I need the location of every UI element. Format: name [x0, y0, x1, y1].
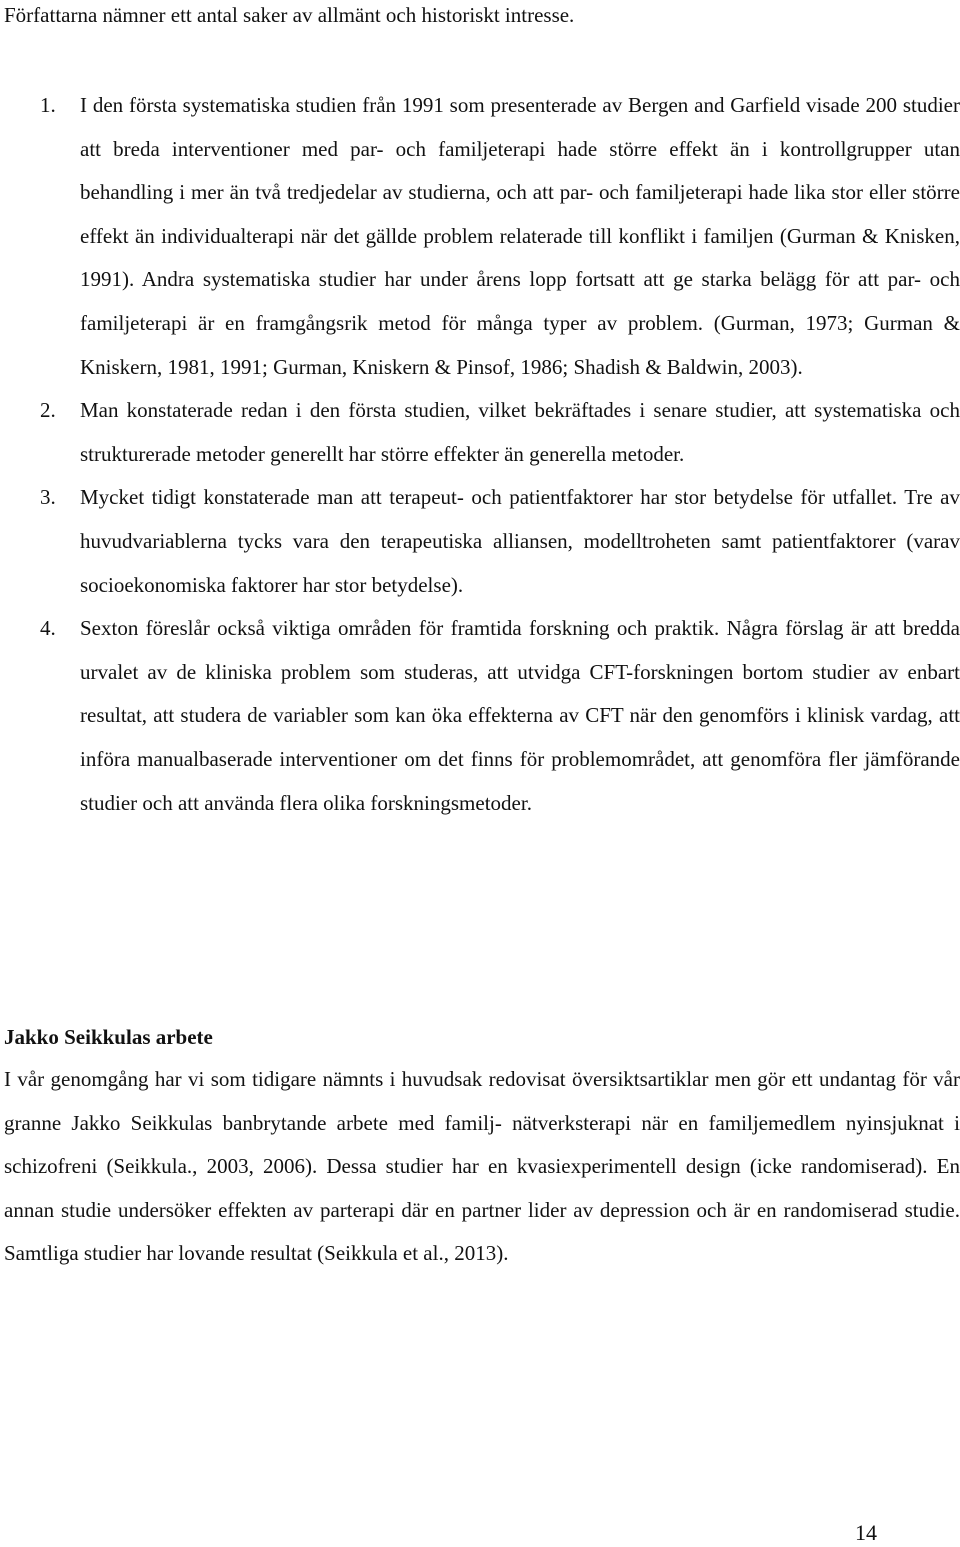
list-item	[0, 389, 960, 476]
list-item-text: Man konstaterade redan i den första studien, vilket bekräftades i senare studier, att systematiska och strukturerade metoder generellt har större effekter än generella metoder.	[80, 398, 960, 466]
list-item-text: I den första systematiska studien från 1991 som presenterade av Bergen and Garfield visade 200 studier att breda interventioner med par- och familjeterapi hade större effekt än i kontrollgrupper utan behandling i mer än två tredjedelar av studierna, och att par- och familjeterapi hade lika stor eller större effekt än individualterapi när det gällde problem relaterade till konflikt i familjen (Gurman & Knisken, 1991). Andra systematiska studier har under årens lopp fortsatt att ge starka belägg för att par- och familjeterapi är en framgångsrik metod för många typer av problem. (Gurman, 1973; Gurman & Kniskern, 1981, 1991; Gurman, Kniskern & Pinsof, 1986; Shadish & Baldwin, 2003).	[80, 93, 960, 379]
page-number: 14	[855, 1520, 877, 1545]
section-heading: Jakko Seikkulas arbete	[4, 1025, 213, 1049]
list-item-number: 1.	[40, 93, 56, 117]
list-item	[0, 84, 960, 389]
body-paragraph: I vår genomgång har vi som tidigare nämnts i huvudsak redovisat översiktsartiklar men gör ett undantag för vår granne Jakko Seikkulas banbrytande arbete med familj- nätverksterapi när en familjemedlem nyinsjuknat i schizofreni (Seikkula., 2003, 2006). Dessa studier har en kvasiexperimentell design (icke randomiserad). En annan studie undersöker effekten av parterapi där en partner lider av depression och är en randomiserad studie. Samtliga studier har lovande resultat (Seikkula et al., 2013).	[4, 1067, 960, 1266]
list-item-number: 3.	[40, 485, 56, 510]
list-item	[0, 476, 960, 607]
intro-sentence: Författarna nämner ett antal saker av allmänt och historiskt intresse.	[4, 3, 575, 27]
list-item	[0, 607, 960, 825]
list-item-number: 2.	[40, 398, 56, 423]
list-item-number: 4.	[40, 616, 56, 641]
list-item-text: Sexton föreslår också viktiga områden för framtida forskning och praktik. Några förslag är att bredda urvalet av de kliniska problem som studeras, att utvidga CFT-forskningen bortom studier av enbart resultat, att studera de variabler som kan öka effekterna av CFT när den genomförs i klinisk vardag, att införa manualbaserade interventioner om det finns för problemområdet, att genomföra fler jämförande studier och att använda flera olika forskningsmetoder.	[80, 616, 960, 815]
numbered-list	[0, 84, 960, 825]
list-item-text: Mycket tidigt konstaterade man att terapeut- och patientfaktorer har stor betydelse för utfallet. Tre av huvudvariablerna tycks vara den terapeutiska alliansen, modelltroheten samt patientfaktorer (varav socioekonomiska faktorer har stor betydelse).	[80, 485, 960, 597]
